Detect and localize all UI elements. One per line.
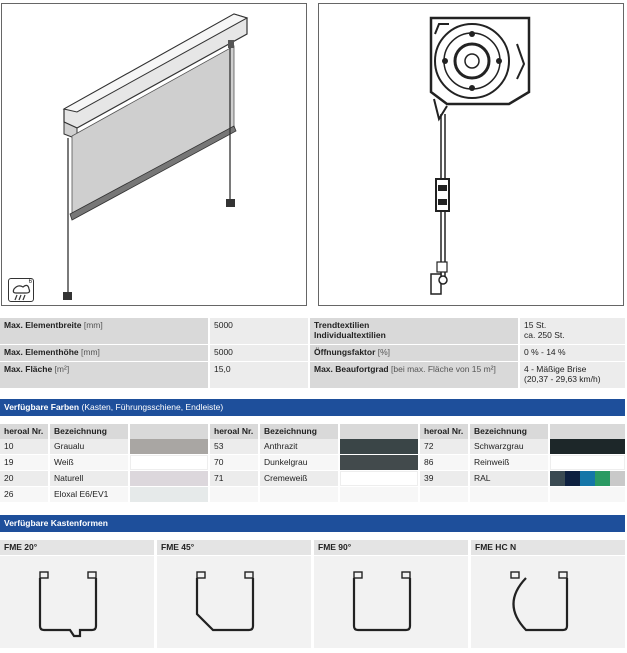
shape-diagram: [471, 556, 625, 648]
colors-header-title: Verfügbare Farben: [4, 402, 80, 412]
vertical-awning-illustration: [2, 4, 308, 307]
color-nr: 53: [210, 439, 258, 454]
spec-label: Max. Elementbreite [mm]: [0, 318, 208, 344]
color-col-name: Bezeichnung: [470, 424, 548, 439]
color-nr: 10: [0, 439, 48, 454]
color-name: Anthrazit: [260, 439, 338, 454]
color-name: Dunkelgrau: [260, 455, 338, 470]
shape-label: FME 90°: [314, 540, 468, 555]
spec-value: 15,0: [210, 362, 308, 388]
shape-label: FME 45°: [157, 540, 311, 555]
colors-header: [0, 399, 625, 416]
spec-value-2: 15 St. ca. 250 St.: [520, 318, 625, 344]
spec-value-2: 4 - Mäßige Brise (20,37 - 29,63 km/h): [520, 362, 625, 388]
wind-icon: [8, 278, 34, 302]
shape-diagram: [157, 556, 311, 648]
color-nr: 71: [210, 471, 258, 486]
color-nr: [210, 487, 258, 502]
shape-label: FME HC N: [471, 540, 625, 555]
color-nr: 86: [420, 455, 468, 470]
shapes-header: [0, 515, 625, 532]
shape-label: FME 20°: [0, 540, 154, 555]
color-nr: 19: [0, 455, 48, 470]
color-swatch: [550, 455, 625, 470]
spec-value-2: 0 % - 14 %: [520, 345, 625, 361]
color-swatch: [550, 487, 625, 502]
shape-diagram: [0, 556, 154, 648]
color-nr: 39: [420, 471, 468, 486]
color-swatch: [340, 471, 418, 486]
spec-label-2: Öffnungsfaktor [%]: [310, 345, 518, 361]
spec-label-2: Trendtextilien Individualtextilien: [310, 318, 518, 344]
color-col-swatch: [340, 424, 418, 439]
shape-diagram: [314, 556, 468, 648]
ral-swatch: [610, 471, 625, 486]
wind-badge: 6: [28, 279, 32, 285]
spec-label: Max. Fläche [m²]: [0, 362, 208, 388]
color-swatch: [550, 471, 625, 486]
color-name: [260, 487, 338, 502]
color-swatch: [130, 471, 208, 486]
color-nr: [420, 487, 468, 502]
box-profile-icon: [314, 556, 468, 648]
ral-swatch: [580, 471, 595, 486]
cross-section-panel: [318, 3, 624, 306]
color-name: Graualu: [50, 439, 128, 454]
color-nr: 72: [420, 439, 468, 454]
color-swatch: [340, 455, 418, 470]
color-nr: 26: [0, 487, 48, 502]
color-col-nr: heroal Nr.: [210, 424, 258, 439]
color-swatch: [130, 455, 208, 470]
color-swatch: [340, 487, 418, 502]
color-col-nr: heroal Nr.: [0, 424, 48, 439]
ral-swatch: [550, 471, 565, 486]
spec-value: 5000: [210, 345, 308, 361]
color-name: RAL: [470, 471, 548, 486]
product-illustration-panel: [1, 3, 307, 306]
shapes-header-title: Verfügbare Kastenformen: [4, 518, 108, 528]
color-name: Schwarzgrau: [470, 439, 548, 454]
box-profile-icon: [0, 556, 154, 648]
color-name: Reinweiß: [470, 455, 548, 470]
color-swatch: [550, 439, 625, 454]
ral-swatch: [565, 471, 580, 486]
cross-section-illustration: [319, 4, 625, 307]
color-nr: 20: [0, 471, 48, 486]
ral-swatch: [595, 471, 610, 486]
spec-value: 5000: [210, 318, 308, 344]
color-col-swatch: [550, 424, 625, 439]
color-name: Weiß: [50, 455, 128, 470]
color-col-name: Bezeichnung: [50, 424, 128, 439]
color-swatch: [130, 439, 208, 454]
color-swatch: [130, 487, 208, 502]
color-swatch: [340, 439, 418, 454]
color-name: Naturell: [50, 471, 128, 486]
color-name: Eloxal E6/EV1: [50, 487, 128, 502]
color-name: Cremeweiß: [260, 471, 338, 486]
colors-header-sub: (Kasten, Führungsschiene, Endleiste): [81, 402, 224, 412]
color-nr: 70: [210, 455, 258, 470]
spec-label-2: Max. Beaufortgrad [bei max. Fläche von 15 m²]: [310, 362, 518, 388]
color-col-name: Bezeichnung: [260, 424, 338, 439]
spec-label: Max. Elementhöhe [mm]: [0, 345, 208, 361]
color-col-swatch: [130, 424, 208, 439]
color-name: [470, 487, 548, 502]
box-profile-icon: [471, 556, 625, 648]
box-profile-icon: [157, 556, 311, 648]
color-col-nr: heroal Nr.: [420, 424, 468, 439]
